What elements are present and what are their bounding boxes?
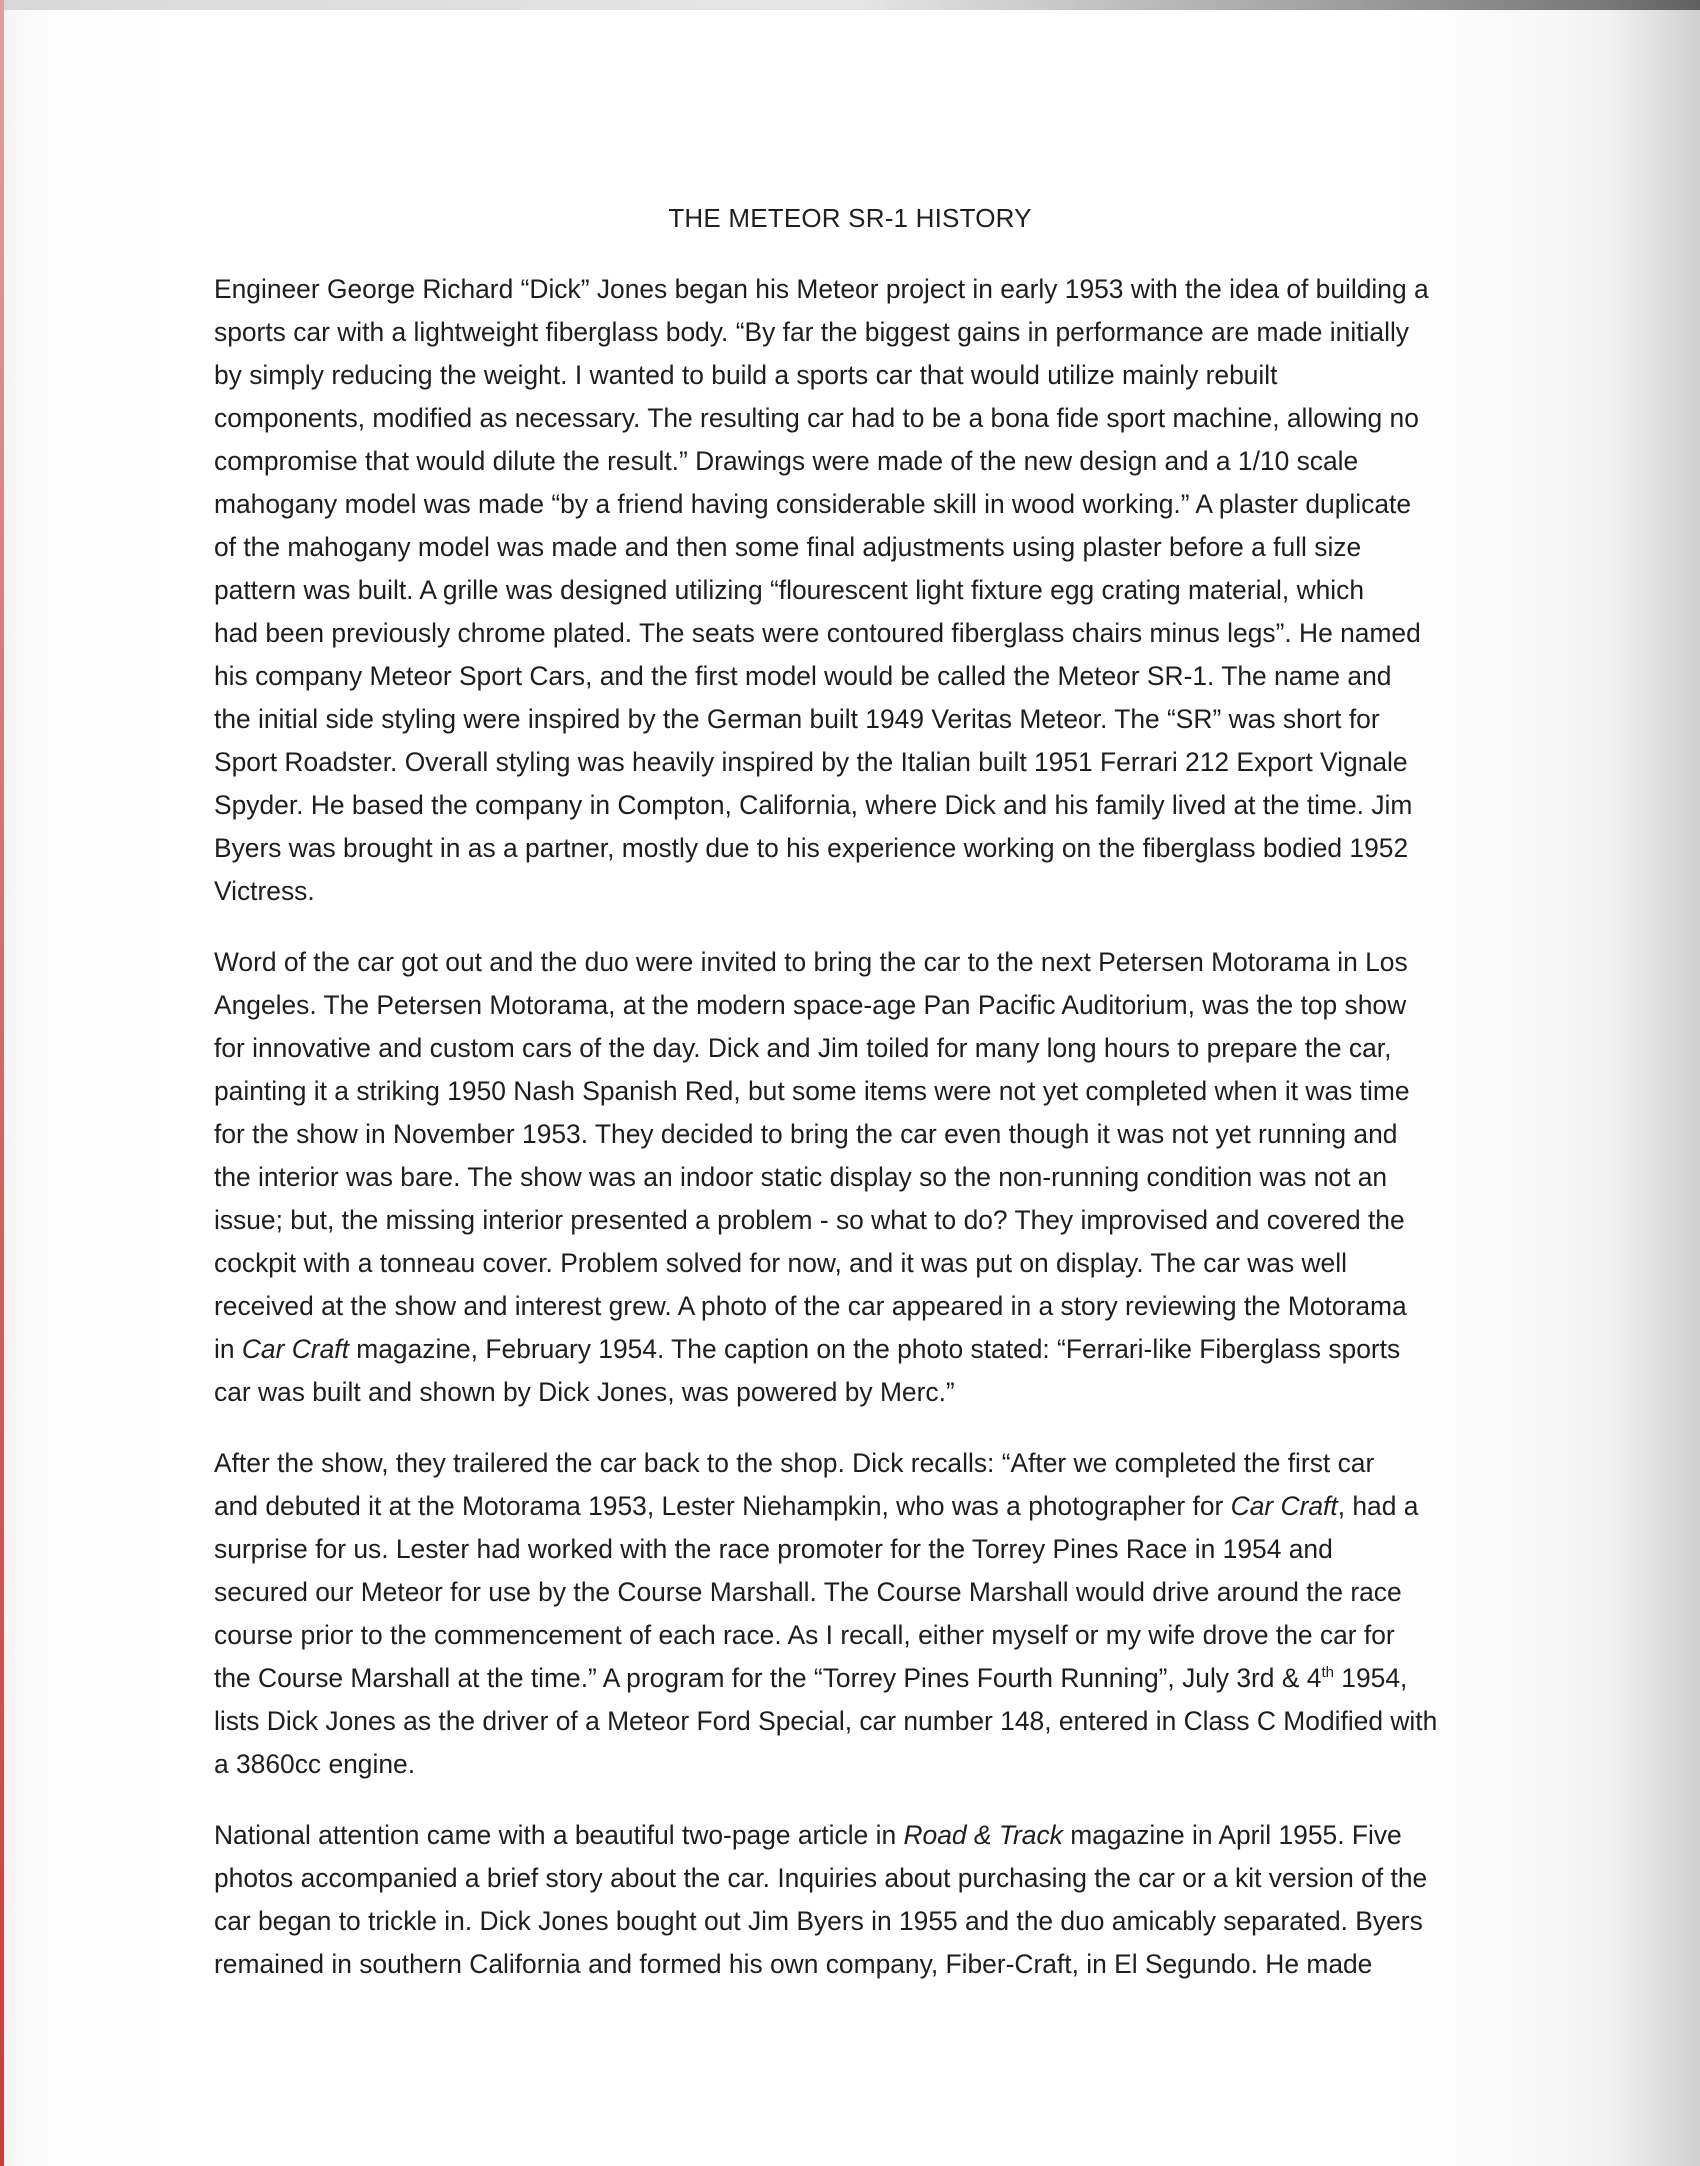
magazine-title: Car Craft bbox=[241, 1334, 349, 1364]
paragraph-line: the interior was bare. The show was an indoor static display so the non-running condition was not an bbox=[214, 1162, 1388, 1192]
scanner-top-edge bbox=[0, 0, 1700, 10]
paragraph-gap bbox=[214, 1414, 1514, 1442]
paragraph-gap bbox=[214, 913, 1514, 941]
paragraph-3 bbox=[214, 1442, 1514, 1786]
paragraph-line-with-italic bbox=[214, 1814, 1514, 1857]
paragraph-line: Victress. bbox=[214, 876, 315, 906]
paragraph-line: the initial side styling were inspired by the German built 1949 Veritas Meteor. The “SR” was short for bbox=[214, 704, 1380, 734]
paragraph-line: remained in southern California and formed his own company, Fiber-Craft, in El Segundo. He made bbox=[214, 1949, 1373, 1979]
paragraph-line: photos accompanied a brief story about the car. Inquiries about purchasing the car or a kit version of the bbox=[214, 1863, 1428, 1893]
magazine-title: Car Craft bbox=[1230, 1491, 1338, 1521]
paragraph-line-with-italic bbox=[214, 1328, 1514, 1371]
paragraph-line: sports car with a lightweight fiberglass body. “By far the biggest gains in performance are made initially bbox=[214, 317, 1410, 347]
magazine-title: Road & Track bbox=[903, 1820, 1063, 1850]
text-fragment: 1954, bbox=[1333, 1663, 1408, 1693]
paragraph-line: After the show, they trailered the car back to the shop. Dick recalls: “After we completed the first car bbox=[214, 1448, 1375, 1478]
paragraph-line: surprise for us. Lester had worked with the race promoter for the Torrey Pines Race in 1954 and bbox=[214, 1534, 1333, 1564]
paragraph-line: Angeles. The Petersen Motorama, at the modern space-age Pan Pacific Auditorium, was the top show bbox=[214, 990, 1407, 1020]
text-fragment: , had a bbox=[1337, 1491, 1419, 1521]
paragraph-line-with-italic bbox=[214, 1485, 1514, 1528]
paragraph-4 bbox=[214, 1814, 1514, 1986]
paragraph-line: a 3860cc engine. bbox=[214, 1749, 416, 1779]
paragraph-line: for innovative and custom cars of the day. Dick and Jim toiled for many long hours to prepare the car, bbox=[214, 1033, 1392, 1063]
paragraph-gap bbox=[214, 1786, 1514, 1814]
paragraph-line: issue; but, the missing interior presented a problem - so what to do? They improvised and covered the bbox=[214, 1205, 1405, 1235]
paragraph-line: mahogany model was made “by a friend having considerable skill in wood working.” A plaster duplicate bbox=[214, 489, 1412, 519]
page-title: THE METEOR SR-1 HISTORY bbox=[668, 203, 1032, 233]
paragraph-line: car began to trickle in. Dick Jones bought out Jim Byers in 1955 and the duo amicably separated. Byers bbox=[214, 1906, 1423, 1936]
paragraph-line: by simply reducing the weight. I wanted to build a sports car that would utilize mainly rebuilt bbox=[214, 360, 1278, 390]
scanner-left-edge bbox=[0, 0, 4, 2166]
text-fragment: National attention came with a beautiful two-page article in bbox=[214, 1820, 904, 1850]
paragraph-2 bbox=[214, 941, 1514, 1414]
document-body bbox=[214, 268, 1514, 1986]
paragraph-line: Engineer George Richard “Dick” Jones began his Meteor project in early 1953 with the idea of building a bbox=[214, 274, 1429, 304]
paragraph-line-with-superscript bbox=[214, 1657, 1514, 1700]
text-fragment: the Course Marshall at the time.” A program for the “Torrey Pines Fourth Running”, July 3rd & 4 bbox=[214, 1663, 1322, 1693]
text-fragment: magazine, February 1954. The caption on the photo stated: “Ferrari-like Fiberglass sports bbox=[348, 1334, 1401, 1364]
paragraph-line: Sport Roadster. Overall styling was heavily inspired by the Italian built 1951 Ferrari 212 Export Vignale bbox=[214, 747, 1408, 777]
text-fragment: and debuted it at the Motorama 1953, Lester Niehampkin, who was a photographer for bbox=[214, 1491, 1231, 1521]
paragraph-line: pattern was built. A grille was designed utilizing “flourescent light fixture egg crating material, which bbox=[214, 575, 1365, 605]
ordinal-superscript: th bbox=[1321, 1664, 1334, 1682]
text-fragment: magazine in April 1955. Five bbox=[1062, 1820, 1402, 1850]
paragraph-line: painting it a striking 1950 Nash Spanish Red, but some items were not yet completed when it was time bbox=[214, 1076, 1410, 1106]
paragraph-line: car was built and shown by Dick Jones, was powered by Merc.” bbox=[214, 1377, 955, 1407]
paragraph-line: Word of the car got out and the duo were invited to bring the car to the next Petersen Motorama in Los bbox=[214, 947, 1408, 977]
paragraph-line: compromise that would dilute the result.” Drawings were made of the new design and a 1/10 scale bbox=[214, 446, 1359, 476]
text-fragment: in bbox=[214, 1334, 242, 1364]
paragraph-line: cockpit with a tonneau cover. Problem solved for now, and it was put on display. The car was well bbox=[214, 1248, 1347, 1278]
paragraph-line: Byers was brought in as a partner, mostly due to his experience working on the fiberglass bodied 1952 bbox=[214, 833, 1409, 863]
paragraph-line: had been previously chrome plated. The seats were contoured fiberglass chairs minus legs”. He named bbox=[214, 618, 1421, 648]
paragraph-line: of the mahogany model was made and then some final adjustments using plaster before a full size bbox=[214, 532, 1362, 562]
paragraph-line: for the show in November 1953. They decided to bring the car even though it was not yet running and bbox=[214, 1119, 1398, 1149]
scanner-right-shadow bbox=[1610, 0, 1700, 2166]
paragraph-line: components, modified as necessary. The resulting car had to be a bona fide sport machine, allowing no bbox=[214, 403, 1419, 433]
paragraph-line: lists Dick Jones as the driver of a Meteor Ford Special, car number 148, entered in Class C Modified with bbox=[214, 1706, 1438, 1736]
paragraph-line: course prior to the commencement of each race. As I recall, either myself or my wife drove the car for bbox=[214, 1620, 1395, 1650]
paragraph-line: his company Meteor Sport Cars, and the first model would be called the Meteor SR-1. The name and bbox=[214, 661, 1392, 691]
paragraph-line: secured our Meteor for use by the Course Marshall. The Course Marshall would drive around the race bbox=[214, 1577, 1402, 1607]
paragraph-1 bbox=[214, 268, 1514, 913]
paragraph-line: Spyder. He based the company in Compton, California, where Dick and his family lived at the time. Jim bbox=[214, 790, 1413, 820]
paragraph-line: received at the show and interest grew. A photo of the car appeared in a story reviewing the Motorama bbox=[214, 1291, 1407, 1321]
